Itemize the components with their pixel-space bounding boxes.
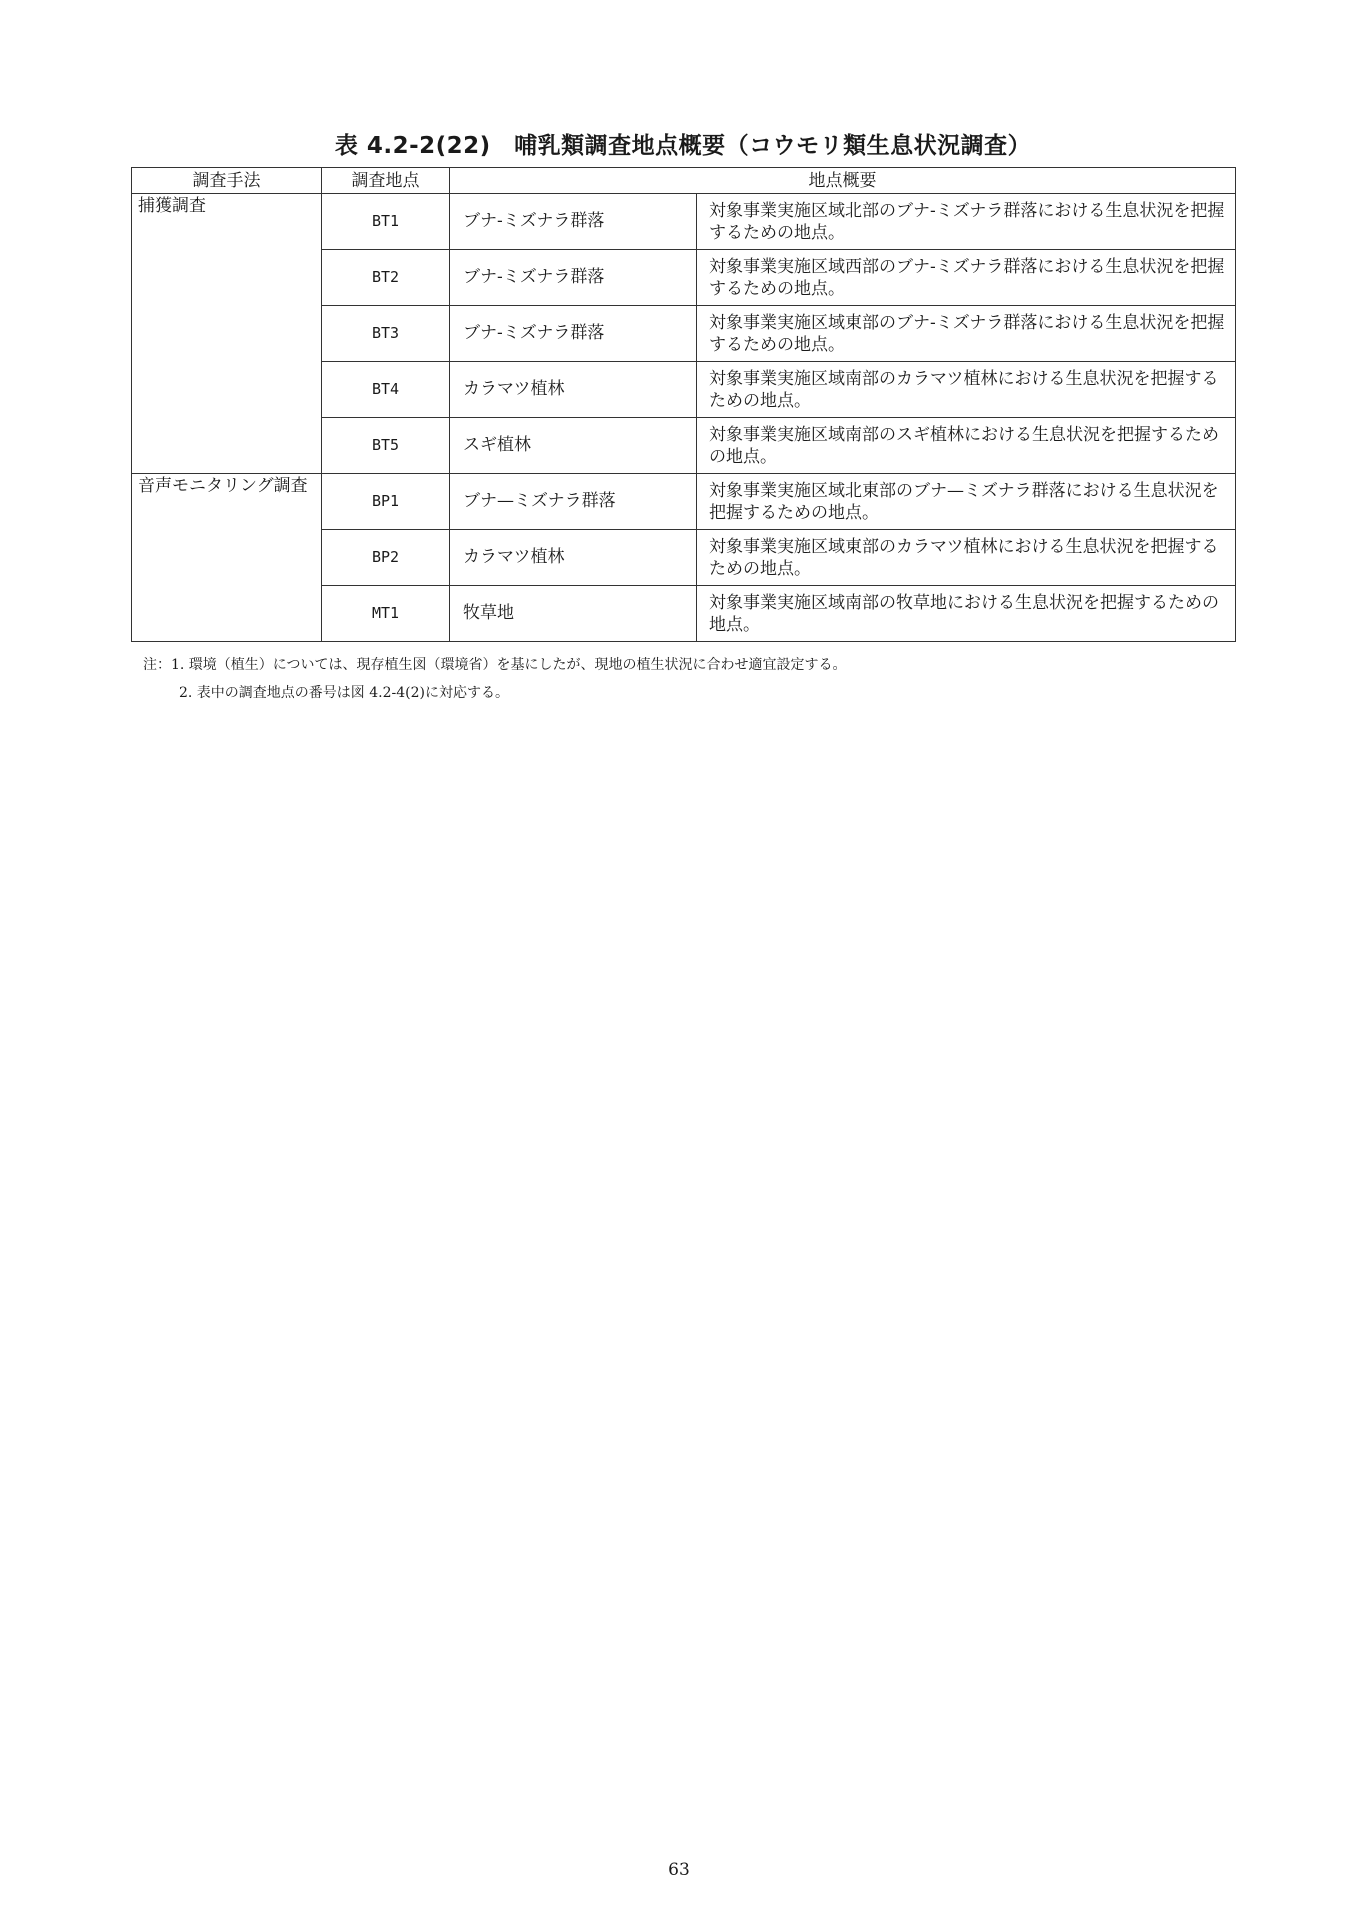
vegetation-type: スギ植林 [450, 418, 697, 474]
point-code: MT1 [322, 586, 450, 642]
point-code: BP1 [322, 474, 450, 530]
vegetation-type: ブナ-ミズナラ群落 [450, 250, 697, 306]
vegetation-type: ブナ—ミズナラ群落 [450, 474, 697, 530]
point-code: BT1 [322, 194, 450, 250]
point-description: 対象事業実施区域西部のブナ-ミズナラ群落における生息状況を把握するための地点。 [697, 250, 1236, 306]
page-number: 63 [668, 1860, 690, 1880]
point-description: 対象事業実施区域北東部のブナ—ミズナラ群落における生息状況を把握するための地点。 [697, 474, 1236, 530]
point-description: 対象事業実施区域北部のブナ-ミズナラ群落における生息状況を把握するための地点。 [697, 194, 1236, 250]
vegetation-type: ブナ-ミズナラ群落 [450, 306, 697, 362]
header-point-overview: 地点概要 [450, 168, 1236, 194]
point-code: BT3 [322, 306, 450, 362]
note-2: 2. 表中の調査地点の番号は図 4.2-4(2)に対応する。 [179, 685, 509, 701]
table-row [132, 194, 1236, 250]
note-1: 注：1. 環境（植生）については、現存植生図（環境省）を基にしたが、現地の植生状況に合わせ適宜設定する。 [143, 657, 847, 673]
vegetation-type: 牧草地 [450, 586, 697, 642]
method-cell: 捕獲調査 [132, 194, 322, 474]
point-description: 対象事業実施区域東部のカラマツ植林における生息状況を把握するための地点。 [697, 530, 1236, 586]
vegetation-type: ブナ-ミズナラ群落 [450, 194, 697, 250]
point-code: BT5 [322, 418, 450, 474]
point-description: 対象事業実施区域南部のスギ植林における生息状況を把握するための地点。 [697, 418, 1236, 474]
point-code: BT4 [322, 362, 450, 418]
vegetation-type: カラマツ植林 [450, 362, 697, 418]
point-description: 対象事業実施区域東部のブナ-ミズナラ群落における生息状況を把握するための地点。 [697, 306, 1236, 362]
survey-point-table [131, 167, 1236, 642]
table-header-row [132, 168, 1236, 194]
point-code: BP2 [322, 530, 450, 586]
point-description: 対象事業実施区域南部のカラマツ植林における生息状況を把握するための地点。 [697, 362, 1236, 418]
table-notes [143, 651, 847, 707]
table-title: 表 4.2-2(22) 哺乳類調査地点概要（コウモリ類生息状況調査） [334, 133, 1032, 159]
method-cell: 音声モニタリング調査 [132, 474, 322, 642]
point-code: BT2 [322, 250, 450, 306]
table-row [132, 474, 1236, 530]
header-method: 調査手法 [132, 168, 322, 194]
point-description: 対象事業実施区域南部の牧草地における生息状況を把握するための地点。 [697, 586, 1236, 642]
vegetation-type: カラマツ植林 [450, 530, 697, 586]
header-survey-point: 調査地点 [322, 168, 450, 194]
